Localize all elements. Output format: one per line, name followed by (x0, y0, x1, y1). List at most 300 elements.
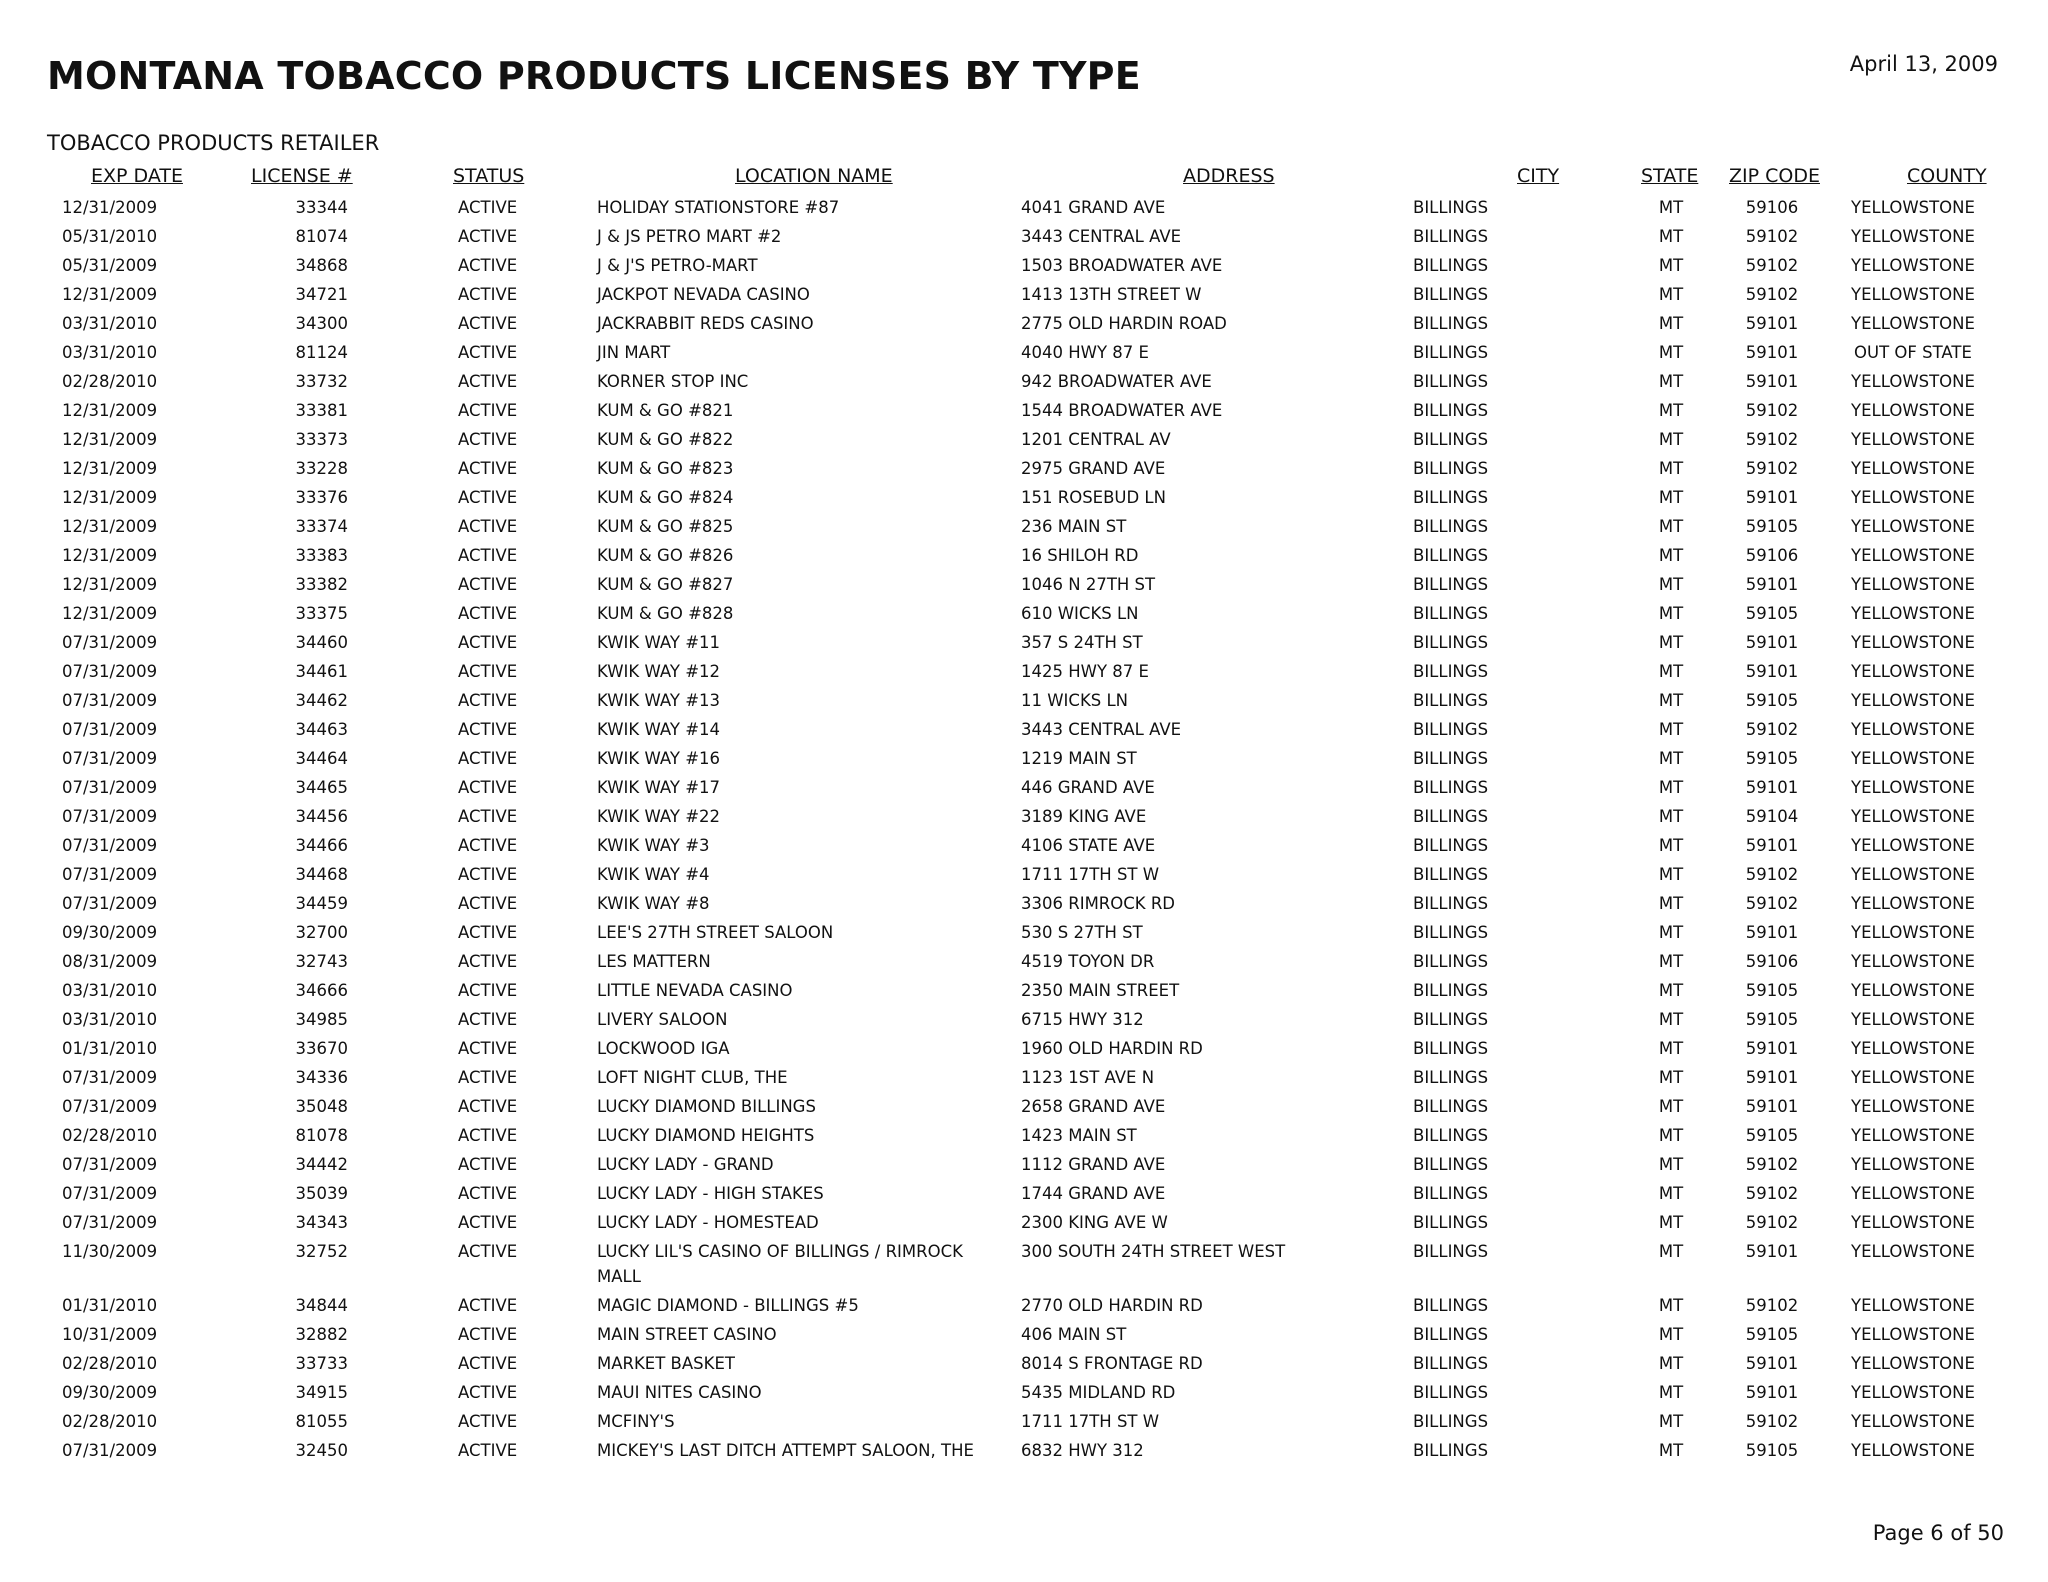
cell-location-name: KUM & GO #828 (597, 604, 734, 623)
cell-county: YELLOWSTONE (1851, 256, 1975, 275)
cell-city: BILLINGS (1413, 1242, 1489, 1261)
cell-license: 33383 (295, 546, 348, 565)
cell-license: 81078 (295, 1126, 348, 1145)
cell-state: MT (1658, 1412, 1684, 1431)
cell-city: BILLINGS (1413, 546, 1489, 565)
cell-location-name: KWIK WAY #14 (597, 720, 721, 739)
cell-county: YELLOWSTONE (1851, 488, 1975, 507)
cell-location-name: LUCKY DIAMOND HEIGHTS (597, 1126, 815, 1145)
cell-license: 33733 (295, 1354, 348, 1373)
cell-state: MT (1658, 1383, 1684, 1402)
cell-location-name: MAGIC DIAMOND - BILLINGS #5 (597, 1296, 859, 1315)
page-title: MONTANA TOBACCO PRODUCTS LICENSES BY TYPE (47, 54, 1141, 98)
table-row (0, 1120, 2048, 1149)
cell-license: 34460 (295, 633, 348, 652)
cell-exp-date: 07/31/2009 (62, 749, 158, 768)
cell-license: 81124 (295, 343, 348, 362)
cell-license: 32743 (295, 952, 348, 971)
cell-city: BILLINGS (1413, 1039, 1489, 1058)
cell-location-name: HOLIDAY STATIONSTORE #87 (597, 198, 840, 217)
cell-state: MT (1658, 865, 1684, 884)
cell-address: 151 ROSEBUD LN (1021, 488, 1166, 507)
cell-state: MT (1658, 749, 1684, 768)
cell-zip-code: 59102 (1745, 894, 1799, 913)
cell-license: 34463 (295, 720, 348, 739)
cell-license: 34462 (295, 691, 348, 710)
cell-county: YELLOWSTONE (1851, 517, 1975, 536)
cell-city: BILLINGS (1413, 923, 1489, 942)
cell-address: 1425 HWY 87 E (1021, 662, 1149, 681)
license-table-body (0, 192, 2048, 1489)
cell-zip-code: 59105 (1745, 981, 1799, 1000)
cell-county: YELLOWSTONE (1851, 1354, 1975, 1373)
cell-city: BILLINGS (1413, 227, 1489, 246)
cell-county: YELLOWSTONE (1851, 894, 1975, 913)
cell-status: ACTIVE (458, 285, 518, 304)
cell-exp-date: 12/31/2009 (62, 546, 158, 565)
cell-zip-code: 59101 (1745, 1097, 1799, 1116)
cell-county: YELLOWSTONE (1851, 1184, 1975, 1203)
cell-city: BILLINGS (1413, 1296, 1489, 1315)
cell-status: ACTIVE (458, 488, 518, 507)
cell-exp-date: 07/31/2009 (62, 1097, 158, 1116)
cell-state: MT (1658, 1097, 1684, 1116)
cell-location-name: J & J'S PETRO-MART (597, 256, 758, 275)
cell-zip-code: 59105 (1745, 604, 1799, 623)
cell-location-name: KWIK WAY #17 (597, 778, 721, 797)
cell-county: YELLOWSTONE (1851, 952, 1975, 971)
cell-state: MT (1658, 604, 1684, 623)
cell-address: 610 WICKS LN (1021, 604, 1139, 623)
cell-license: 81074 (295, 227, 348, 246)
cell-location-name: KUM & GO #824 (597, 488, 734, 507)
cell-exp-date: 09/30/2009 (62, 1383, 158, 1402)
cell-license: 34666 (295, 981, 348, 1000)
cell-status: ACTIVE (458, 1039, 518, 1058)
cell-city: BILLINGS (1413, 1383, 1489, 1402)
cell-city: BILLINGS (1413, 836, 1489, 855)
cell-license: 34465 (295, 778, 348, 797)
cell-exp-date: 03/31/2010 (62, 314, 158, 333)
cell-status: ACTIVE (458, 372, 518, 391)
cell-address: 1219 MAIN ST (1021, 749, 1137, 768)
cell-city: BILLINGS (1413, 720, 1489, 739)
cell-county: YELLOWSTONE (1851, 430, 1975, 449)
cell-state: MT (1658, 662, 1684, 681)
cell-county: YELLOWSTONE (1851, 1126, 1975, 1145)
cell-location-name: MARKET BASKET (597, 1354, 735, 1373)
cell-zip-code: 59102 (1745, 430, 1799, 449)
cell-zip-code: 59101 (1745, 372, 1799, 391)
cell-city: BILLINGS (1413, 343, 1489, 362)
cell-status: ACTIVE (458, 256, 518, 275)
cell-county: YELLOWSTONE (1851, 1242, 1975, 1261)
cell-zip-code: 59101 (1745, 1242, 1799, 1261)
cell-location-name: KWIK WAY #4 (597, 865, 710, 884)
cell-location-name: KUM & GO #823 (597, 459, 734, 478)
cell-status: ACTIVE (458, 749, 518, 768)
cell-exp-date: 12/31/2009 (62, 575, 158, 594)
cell-status: ACTIVE (458, 981, 518, 1000)
cell-state: MT (1658, 691, 1684, 710)
cell-exp-date: 07/31/2009 (62, 1441, 158, 1460)
cell-county: YELLOWSTONE (1851, 372, 1975, 391)
table-row (0, 801, 2048, 830)
cell-address: 1503 BROADWATER AVE (1021, 256, 1223, 275)
cell-license: 33670 (295, 1039, 348, 1058)
cell-exp-date: 05/31/2009 (62, 256, 158, 275)
table-row (0, 1091, 2048, 1120)
cell-exp-date: 07/31/2009 (62, 720, 158, 739)
cell-location-name: LUCKY LADY - HOMESTEAD (597, 1213, 819, 1232)
cell-county: YELLOWSTONE (1851, 981, 1975, 1000)
cell-zip-code: 59102 (1745, 1213, 1799, 1232)
cell-address: 1201 CENTRAL AV (1021, 430, 1171, 449)
cell-exp-date: 12/31/2009 (62, 401, 158, 420)
cell-location-name: LES MATTERN (597, 952, 711, 971)
cell-state: MT (1658, 343, 1684, 362)
cell-license: 34459 (295, 894, 348, 913)
table-row (0, 772, 2048, 801)
cell-zip-code: 59101 (1745, 575, 1799, 594)
cell-status: ACTIVE (458, 923, 518, 942)
header-address: ADDRESS (1183, 165, 1275, 187)
cell-address: 6715 HWY 312 (1021, 1010, 1144, 1029)
cell-license: 34985 (295, 1010, 348, 1029)
cell-license: 34468 (295, 865, 348, 884)
cell-exp-date: 02/28/2010 (62, 1126, 158, 1145)
cell-address: 2300 KING AVE W (1021, 1213, 1168, 1232)
table-row (0, 1178, 2048, 1207)
cell-address: 11 WICKS LN (1021, 691, 1129, 710)
cell-exp-date: 01/31/2010 (62, 1296, 158, 1315)
cell-license: 34336 (295, 1068, 348, 1087)
cell-location-name: KUM & GO #826 (597, 546, 734, 565)
cell-license: 34456 (295, 807, 348, 826)
cell-city: BILLINGS (1413, 1184, 1489, 1203)
cell-zip-code: 59101 (1745, 923, 1799, 942)
cell-zip-code: 59101 (1745, 1039, 1799, 1058)
cell-county: YELLOWSTONE (1851, 778, 1975, 797)
cell-city: BILLINGS (1413, 285, 1489, 304)
cell-status: ACTIVE (458, 865, 518, 884)
cell-city: BILLINGS (1413, 981, 1489, 1000)
cell-state: MT (1658, 227, 1684, 246)
cell-city: BILLINGS (1413, 575, 1489, 594)
cell-location-name: MAIN STREET CASINO (597, 1325, 777, 1344)
header-status: STATUS (453, 165, 525, 187)
cell-license: 34343 (295, 1213, 348, 1232)
cell-status: ACTIVE (458, 1213, 518, 1232)
table-row (0, 1406, 2048, 1435)
cell-status: ACTIVE (458, 1383, 518, 1402)
header-zip-code: ZIP CODE (1729, 165, 1820, 187)
cell-license: 32450 (295, 1441, 348, 1460)
cell-city: BILLINGS (1413, 314, 1489, 333)
cell-status: ACTIVE (458, 575, 518, 594)
cell-address: 16 SHILOH RD (1021, 546, 1139, 565)
cell-exp-date: 07/31/2009 (62, 836, 158, 855)
cell-county: YELLOWSTONE (1851, 285, 1975, 304)
cell-address: 300 SOUTH 24TH STREET WEST (1021, 1242, 1286, 1261)
cell-location-name: KUM & GO #827 (597, 575, 734, 594)
cell-exp-date: 09/30/2009 (62, 923, 158, 942)
cell-location-name: LOCKWOOD IGA (597, 1039, 730, 1058)
cell-location-name: KORNER STOP INC (597, 372, 749, 391)
cell-county: YELLOWSTONE (1851, 1296, 1975, 1315)
cell-exp-date: 12/31/2009 (62, 604, 158, 623)
table-row (0, 859, 2048, 888)
cell-state: MT (1658, 981, 1684, 1000)
cell-city: BILLINGS (1413, 372, 1489, 391)
cell-county: YELLOWSTONE (1851, 1383, 1975, 1402)
cell-city: BILLINGS (1413, 633, 1489, 652)
cell-location-name: JIN MART (597, 343, 671, 362)
table-row (0, 424, 2048, 453)
cell-address: 357 S 24TH ST (1021, 633, 1143, 652)
cell-state: MT (1658, 517, 1684, 536)
cell-zip-code: 59101 (1745, 778, 1799, 797)
cell-location-name: KWIK WAY #12 (597, 662, 721, 681)
table-row (0, 221, 2048, 250)
cell-county: YELLOWSTONE (1851, 1010, 1975, 1029)
cell-license: 33381 (295, 401, 348, 420)
cell-address: 446 GRAND AVE (1021, 778, 1155, 797)
cell-state: MT (1658, 1126, 1684, 1145)
table-header (0, 165, 2048, 191)
cell-exp-date: 05/31/2010 (62, 227, 158, 246)
cell-location-name: KWIK WAY #16 (597, 749, 721, 768)
cell-license: 34464 (295, 749, 348, 768)
cell-license: 33382 (295, 575, 348, 594)
cell-location-name: KWIK WAY #3 (597, 836, 710, 855)
cell-address: 3189 KING AVE (1021, 807, 1147, 826)
cell-license: 32700 (295, 923, 348, 942)
cell-location-name: LEE'S 27TH STREET SALOON (597, 923, 834, 942)
cell-location-name: KWIK WAY #8 (597, 894, 710, 913)
cell-location-name: LUCKY LADY - GRAND (597, 1155, 774, 1174)
cell-state: MT (1658, 401, 1684, 420)
cell-state: MT (1658, 1441, 1684, 1460)
cell-license: 34300 (295, 314, 348, 333)
cell-county: YELLOWSTONE (1851, 198, 1975, 217)
table-row (0, 1377, 2048, 1406)
cell-state: MT (1658, 256, 1684, 275)
cell-exp-date: 02/28/2010 (62, 372, 158, 391)
cell-county: YELLOWSTONE (1851, 546, 1975, 565)
table-row (0, 453, 2048, 482)
cell-location-name: MICKEY'S LAST DITCH ATTEMPT SALOON, THE (597, 1441, 974, 1460)
cell-license: 34868 (295, 256, 348, 275)
cell-exp-date: 07/31/2009 (62, 778, 158, 797)
cell-exp-date: 08/31/2009 (62, 952, 158, 971)
cell-zip-code: 59102 (1745, 227, 1799, 246)
cell-zip-code: 59101 (1745, 836, 1799, 855)
table-row (0, 337, 2048, 366)
cell-license: 33374 (295, 517, 348, 536)
cell-location-name: KWIK WAY #11 (597, 633, 721, 652)
cell-status: ACTIVE (458, 1184, 518, 1203)
cell-state: MT (1658, 1068, 1684, 1087)
cell-status: ACTIVE (458, 1155, 518, 1174)
header-location-name: LOCATION NAME (735, 165, 893, 187)
cell-location-name: LITTLE NEVADA CASINO (597, 981, 793, 1000)
cell-zip-code: 59102 (1745, 459, 1799, 478)
cell-address: 1046 N 27TH ST (1021, 575, 1156, 594)
table-row (0, 192, 2048, 221)
report-date: April 13, 2009 (1849, 52, 1998, 76)
cell-address: 4040 HWY 87 E (1021, 343, 1149, 362)
cell-city: BILLINGS (1413, 1213, 1489, 1232)
header-license: LICENSE # (251, 165, 353, 187)
cell-state: MT (1658, 1010, 1684, 1029)
cell-status: ACTIVE (458, 401, 518, 420)
cell-county: YELLOWSTONE (1851, 633, 1975, 652)
cell-status: ACTIVE (458, 720, 518, 739)
cell-state: MT (1658, 1213, 1684, 1232)
table-row (0, 569, 2048, 598)
table-row (0, 1236, 2048, 1290)
header-exp-date: EXP DATE (91, 165, 183, 187)
cell-state: MT (1658, 894, 1684, 913)
cell-exp-date: 07/31/2009 (62, 865, 158, 884)
table-row (0, 975, 2048, 1004)
cell-county: YELLOWSTONE (1851, 691, 1975, 710)
cell-city: BILLINGS (1413, 1155, 1489, 1174)
cell-license: 33228 (295, 459, 348, 478)
cell-status: ACTIVE (458, 691, 518, 710)
cell-exp-date: 10/31/2009 (62, 1325, 158, 1344)
cell-zip-code: 59102 (1745, 1155, 1799, 1174)
cell-location-name: MCFINY'S (597, 1412, 675, 1431)
cell-city: BILLINGS (1413, 1354, 1489, 1373)
table-row (0, 656, 2048, 685)
cell-location-name: KUM & GO #822 (597, 430, 734, 449)
table-row (0, 1033, 2048, 1062)
cell-exp-date: 07/31/2009 (62, 1184, 158, 1203)
cell-status: ACTIVE (458, 1296, 518, 1315)
cell-city: BILLINGS (1413, 1010, 1489, 1029)
cell-county: OUT OF STATE (1854, 343, 1972, 362)
cell-status: ACTIVE (458, 1068, 518, 1087)
cell-address: 236 MAIN ST (1021, 517, 1127, 536)
cell-exp-date: 07/31/2009 (62, 1155, 158, 1174)
cell-address: 1711 17TH ST W (1021, 865, 1160, 884)
cell-zip-code: 59102 (1745, 720, 1799, 739)
cell-state: MT (1658, 575, 1684, 594)
cell-state: MT (1658, 633, 1684, 652)
cell-state: MT (1658, 1155, 1684, 1174)
table-row (0, 1348, 2048, 1377)
cell-location-name: KWIK WAY #13 (597, 691, 721, 710)
cell-location-name: LIVERY SALOON (597, 1010, 728, 1029)
cell-zip-code: 59102 (1745, 1412, 1799, 1431)
cell-state: MT (1658, 836, 1684, 855)
cell-address: 6832 HWY 312 (1021, 1441, 1144, 1460)
cell-address: 4106 STATE AVE (1021, 836, 1156, 855)
cell-city: BILLINGS (1413, 459, 1489, 478)
cell-status: ACTIVE (458, 1441, 518, 1460)
cell-city: BILLINGS (1413, 1441, 1489, 1460)
cell-zip-code: 59106 (1745, 952, 1799, 971)
cell-address: 8014 S FRONTAGE RD (1021, 1354, 1203, 1373)
cell-city: BILLINGS (1413, 401, 1489, 420)
cell-status: ACTIVE (458, 517, 518, 536)
cell-city: BILLINGS (1413, 807, 1489, 826)
cell-address: 530 S 27TH ST (1021, 923, 1143, 942)
cell-exp-date: 12/31/2009 (62, 285, 158, 304)
cell-license: 33376 (295, 488, 348, 507)
cell-status: ACTIVE (458, 604, 518, 623)
cell-city: BILLINGS (1413, 1068, 1489, 1087)
cell-status: ACTIVE (458, 1126, 518, 1145)
cell-address: 1423 MAIN ST (1021, 1126, 1137, 1145)
cell-zip-code: 59105 (1745, 1441, 1799, 1460)
table-row (0, 1149, 2048, 1178)
cell-zip-code: 59105 (1745, 1325, 1799, 1344)
table-row (0, 1207, 2048, 1236)
cell-address: 2775 OLD HARDIN ROAD (1021, 314, 1227, 333)
cell-address: 2350 MAIN STREET (1021, 981, 1180, 1000)
header-county: COUNTY (1907, 165, 1987, 187)
cell-state: MT (1658, 198, 1684, 217)
cell-state: MT (1658, 372, 1684, 391)
cell-county: YELLOWSTONE (1851, 749, 1975, 768)
cell-zip-code: 59105 (1745, 1010, 1799, 1029)
cell-status: ACTIVE (458, 662, 518, 681)
cell-zip-code: 59101 (1745, 1383, 1799, 1402)
cell-county: YELLOWSTONE (1851, 1325, 1975, 1344)
cell-state: MT (1658, 488, 1684, 507)
cell-city: BILLINGS (1413, 1412, 1489, 1431)
cell-zip-code: 59101 (1745, 1068, 1799, 1087)
cell-city: BILLINGS (1413, 952, 1489, 971)
cell-county: YELLOWSTONE (1851, 1441, 1975, 1460)
cell-address: 2770 OLD HARDIN RD (1021, 1296, 1203, 1315)
table-row (0, 946, 2048, 975)
table-row (0, 627, 2048, 656)
cell-state: MT (1658, 778, 1684, 797)
cell-address: 1711 17TH ST W (1021, 1412, 1160, 1431)
header-state: STATE (1641, 165, 1699, 187)
cell-county: YELLOWSTONE (1851, 807, 1975, 826)
license-type-heading: TOBACCO PRODUCTS RETAILER (47, 131, 380, 155)
table-row (0, 743, 2048, 772)
cell-exp-date: 12/31/2009 (62, 459, 158, 478)
cell-city: BILLINGS (1413, 1097, 1489, 1116)
cell-status: ACTIVE (458, 314, 518, 333)
cell-exp-date: 12/31/2009 (62, 430, 158, 449)
cell-city: BILLINGS (1413, 691, 1489, 710)
cell-zip-code: 59102 (1745, 285, 1799, 304)
cell-county: YELLOWSTONE (1851, 459, 1975, 478)
cell-city: BILLINGS (1413, 517, 1489, 536)
table-row (0, 714, 2048, 743)
table-row (0, 598, 2048, 627)
cell-location-name: MAUI NITES CASINO (597, 1383, 762, 1402)
table-row (0, 308, 2048, 337)
cell-status: ACTIVE (458, 1354, 518, 1373)
cell-city: BILLINGS (1413, 604, 1489, 623)
cell-exp-date: 07/31/2009 (62, 1213, 158, 1232)
page-number: Page 6 of 50 (1872, 1521, 2004, 1545)
table-row (0, 888, 2048, 917)
cell-zip-code: 59102 (1745, 865, 1799, 884)
cell-exp-date: 12/31/2009 (62, 488, 158, 507)
cell-address: 942 BROADWATER AVE (1021, 372, 1212, 391)
cell-exp-date: 12/31/2009 (62, 517, 158, 536)
cell-location-name: KUM & GO #821 (597, 401, 734, 420)
